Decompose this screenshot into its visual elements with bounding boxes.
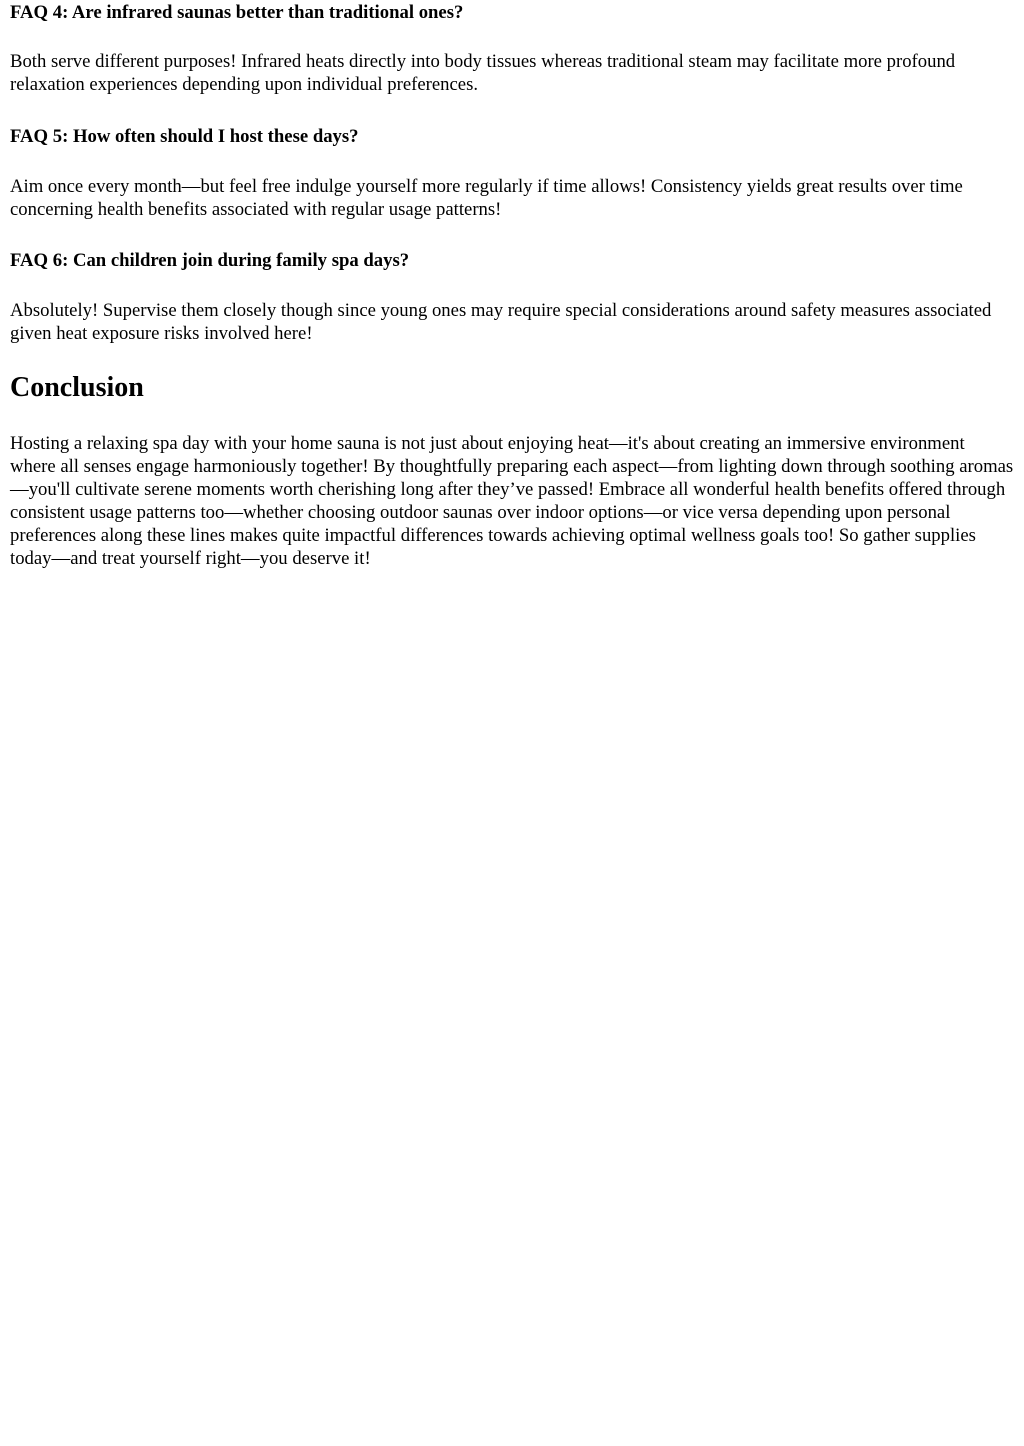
faq-5-question: FAQ 5: How often should I host these days? xyxy=(10,126,359,147)
faq-6-question: FAQ 6: Can children join during family spa days? xyxy=(10,250,410,271)
faq-5-answer: Aim once every month—but feel free indulge yourself more regularly if time allows! Consistency yields great results over time concerning health benefits associated with regular usage patterns! xyxy=(10,176,963,220)
conclusion-body: Hosting a relaxing spa day with your home sauna is not just about enjoying heat—it's about creating an immersive environment where all senses engage harmoniously together! By thoughtfully preparing each aspect—from lighting down through soothing aromas—you'll cultivate serene moments worth cherishing long after they’ve passed! Embrace all wonderful health benefits offered through consistent usage patterns too—whether choosing outdoor saunas over indoor options—or vice versa depending upon personal preferences along these lines makes quite impactful differences towards achieving optimal wellness goals too! So gather supplies today—and treat yourself right—you deserve it! xyxy=(10,433,1014,569)
conclusion-heading: Conclusion xyxy=(10,372,144,403)
faq-4-answer: Both serve different purposes! Infrared heats directly into body tissues whereas traditional steam may facilitate more profound relaxation experiences depending upon individual preferences. xyxy=(10,51,956,95)
faq-4-question: FAQ 4: Are infrared saunas better than traditional ones? xyxy=(10,2,464,23)
faq-6-answer: Absolutely! Supervise them closely though since young ones may require special considerations around safety measures associated given heat exposure risks involved here! xyxy=(10,300,992,344)
